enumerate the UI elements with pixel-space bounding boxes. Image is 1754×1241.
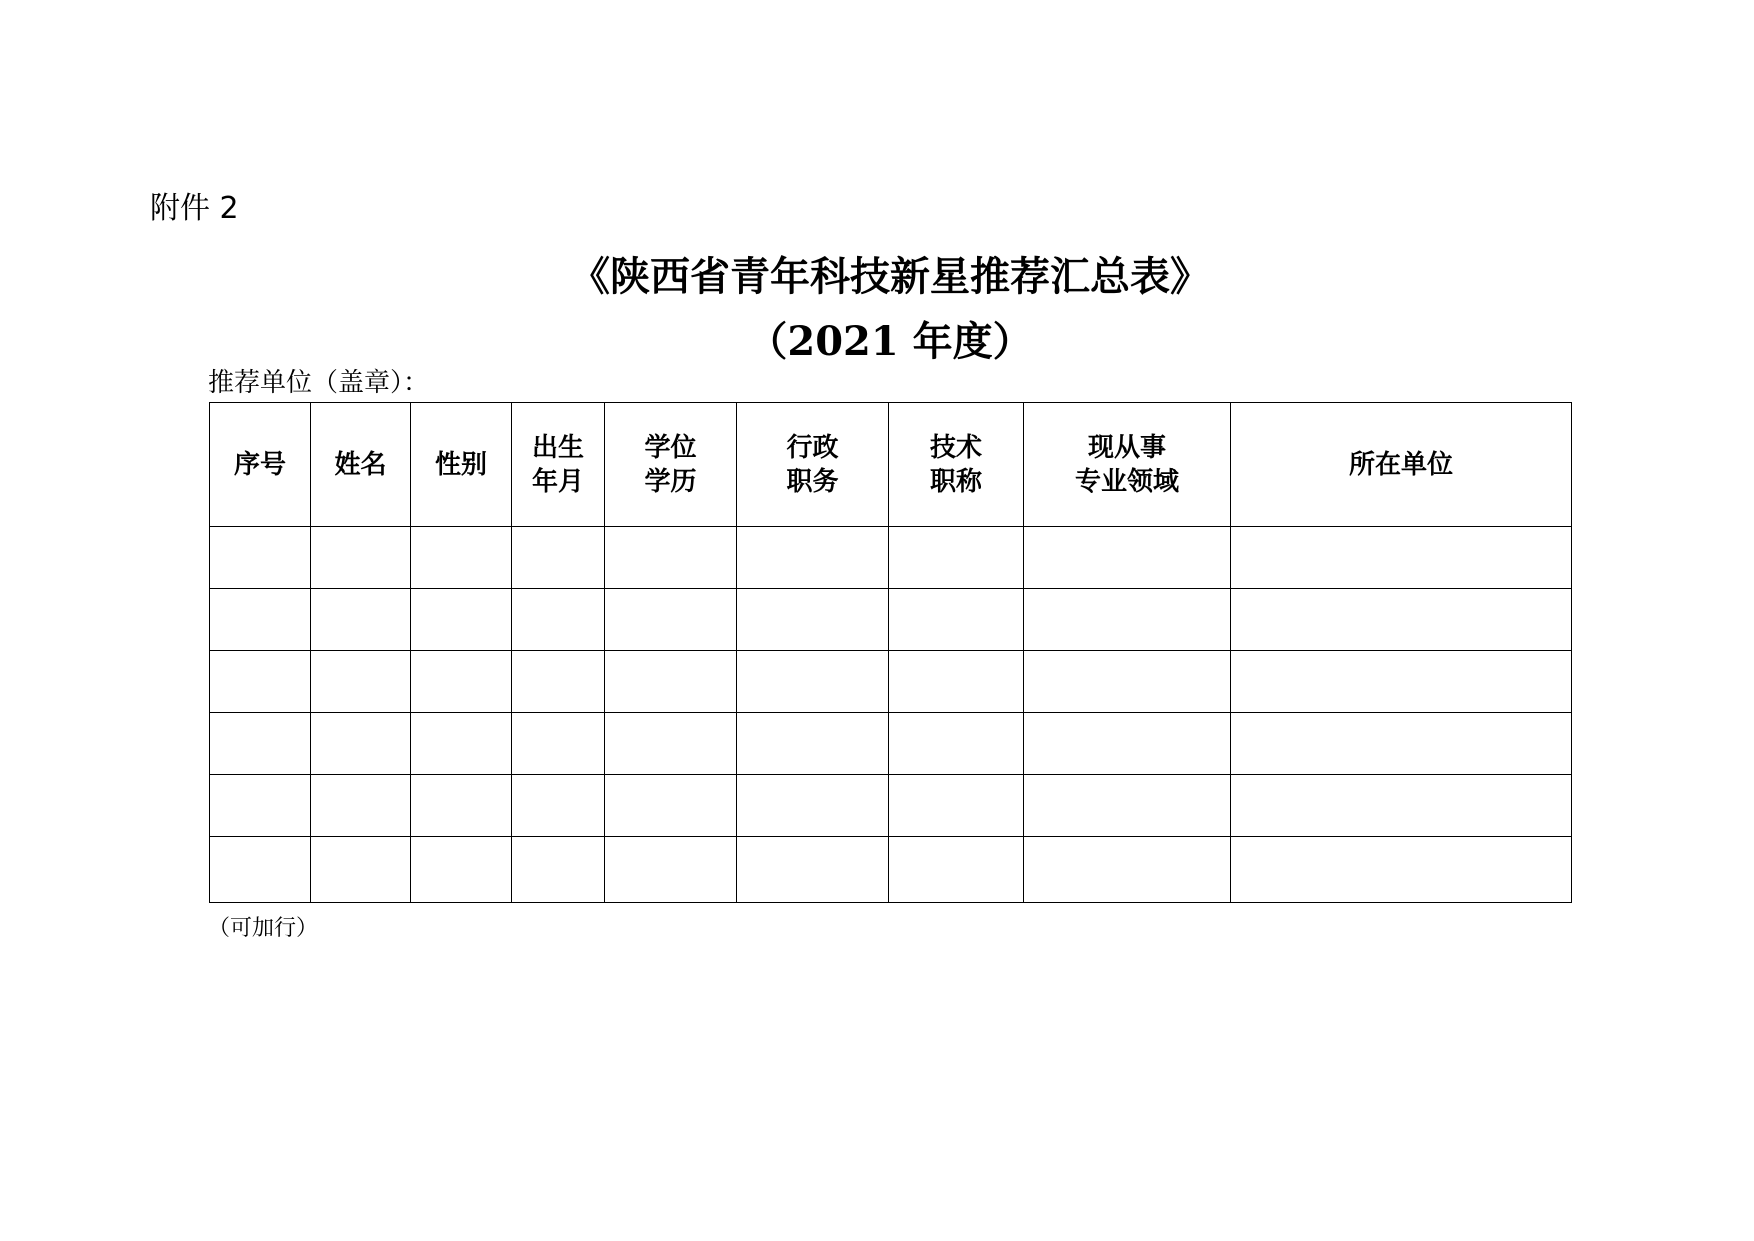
table-cell[interactable] <box>210 651 311 713</box>
table-cell[interactable] <box>1231 651 1572 713</box>
header-administrative-position-line2: 职务 <box>786 466 839 497</box>
table-cell[interactable] <box>889 651 1024 713</box>
header-birth-date-line2: 年月 <box>531 466 584 497</box>
recommendation-summary-table <box>209 402 1572 903</box>
table-cell[interactable] <box>411 527 512 589</box>
table-row <box>210 651 1572 713</box>
header-serial-number <box>210 403 311 527</box>
table-cell[interactable] <box>210 589 311 651</box>
table-cell[interactable] <box>512 527 605 589</box>
table-row <box>210 589 1572 651</box>
table-cell[interactable] <box>512 837 605 903</box>
table-cell[interactable] <box>737 775 889 837</box>
table-cell[interactable] <box>737 651 889 713</box>
table-cell[interactable] <box>210 527 311 589</box>
table-cell[interactable] <box>889 589 1024 651</box>
header-name-text: 姓名 <box>334 449 387 480</box>
table-cell[interactable] <box>1231 527 1572 589</box>
table-cell[interactable] <box>889 713 1024 775</box>
table-row <box>210 527 1572 589</box>
header-current-field <box>1024 403 1231 527</box>
table-cell[interactable] <box>1231 837 1572 903</box>
header-current-field-line1: 现从事 <box>1087 432 1166 463</box>
header-name <box>311 403 411 527</box>
table-cell[interactable] <box>411 775 512 837</box>
table-row <box>210 837 1572 903</box>
table-cell[interactable] <box>1231 713 1572 775</box>
header-current-field-line2: 专业领域 <box>1074 466 1179 497</box>
table-cell[interactable] <box>411 651 512 713</box>
table-cell[interactable] <box>737 527 889 589</box>
header-administrative-position <box>737 403 889 527</box>
table-cell[interactable] <box>512 713 605 775</box>
table-row <box>210 713 1572 775</box>
header-employer-text: 所在单位 <box>1348 449 1453 480</box>
table-cell[interactable] <box>737 713 889 775</box>
table-cell[interactable] <box>889 837 1024 903</box>
table-cell[interactable] <box>1024 589 1231 651</box>
table-cell[interactable] <box>1231 589 1572 651</box>
table-cell[interactable] <box>889 527 1024 589</box>
table-cell[interactable] <box>1024 713 1231 775</box>
header-gender-text: 性别 <box>434 449 487 480</box>
document-title: 《陕西省青年科技新星推荐汇总表》 <box>570 253 1210 300</box>
table-cell[interactable] <box>210 713 311 775</box>
table-cell[interactable] <box>311 589 411 651</box>
header-technical-title <box>889 403 1024 527</box>
table-cell[interactable] <box>605 651 737 713</box>
table-cell[interactable] <box>605 775 737 837</box>
header-birth-date <box>512 403 605 527</box>
table-cell[interactable] <box>411 837 512 903</box>
table-cell[interactable] <box>512 589 605 651</box>
table-cell[interactable] <box>1024 651 1231 713</box>
table-cell[interactable] <box>411 713 512 775</box>
header-degree-education-line2: 学历 <box>644 466 697 497</box>
table-cell[interactable] <box>605 713 737 775</box>
table-cell[interactable] <box>605 837 737 903</box>
table-row <box>210 775 1572 837</box>
header-employer <box>1231 403 1572 527</box>
table-cell[interactable] <box>1024 527 1231 589</box>
table-cell[interactable] <box>311 713 411 775</box>
table-body <box>210 527 1572 903</box>
header-birth-date-line1: 出生 <box>531 432 584 463</box>
header-administrative-position-line1: 行政 <box>786 432 839 463</box>
table-cell[interactable] <box>311 837 411 903</box>
header-technical-title-line2: 职称 <box>929 466 982 497</box>
table-cell[interactable] <box>311 775 411 837</box>
header-degree-education <box>605 403 737 527</box>
table-cell[interactable] <box>311 527 411 589</box>
header-technical-title-line1: 技术 <box>929 432 982 463</box>
header-degree-education-line1: 学位 <box>644 432 697 463</box>
attachment-label: 附件 2 <box>150 191 239 226</box>
table-cell[interactable] <box>737 837 889 903</box>
table-cell[interactable] <box>311 651 411 713</box>
table-cell[interactable] <box>1231 775 1572 837</box>
table-cell[interactable] <box>605 527 737 589</box>
table-cell[interactable] <box>512 651 605 713</box>
table-cell[interactable] <box>512 775 605 837</box>
table-cell[interactable] <box>737 589 889 651</box>
table-cell[interactable] <box>1024 775 1231 837</box>
recommending-unit-label: 推荐单位（盖章）： <box>208 368 430 398</box>
header-gender <box>411 403 512 527</box>
table-header-row <box>210 403 1572 527</box>
table-cell[interactable] <box>210 837 311 903</box>
table-cell[interactable] <box>889 775 1024 837</box>
header-serial-number-text: 序号 <box>233 449 286 480</box>
document-subtitle-year: （2021 年度） <box>747 318 1033 365</box>
table-cell[interactable] <box>1024 837 1231 903</box>
table-cell[interactable] <box>210 775 311 837</box>
table-cell[interactable] <box>605 589 737 651</box>
add-rows-note: （可加行） <box>208 916 319 941</box>
table-cell[interactable] <box>411 589 512 651</box>
